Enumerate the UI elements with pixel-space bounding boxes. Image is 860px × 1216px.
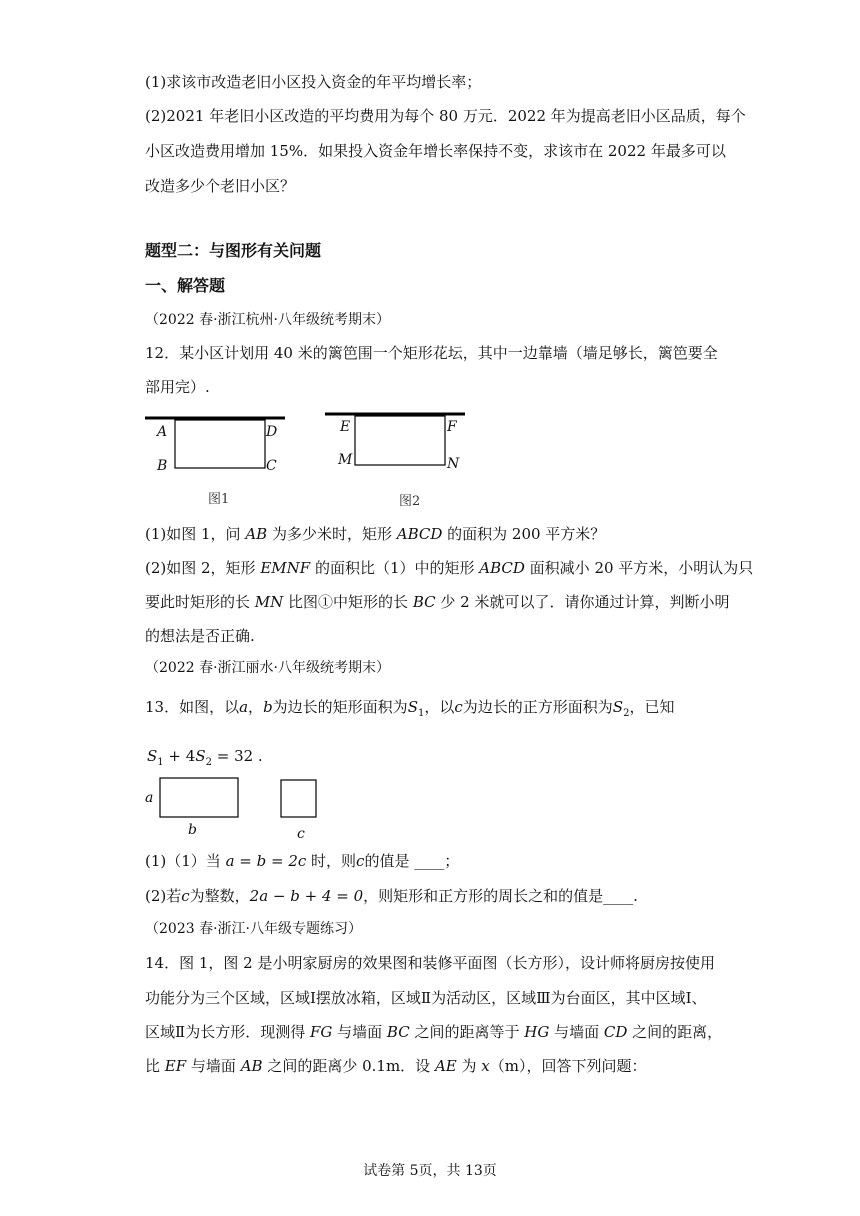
section-subtitle: 一、解答题	[145, 276, 226, 295]
q12-part2-line1: (2)如图 2，矩形 EMNF 的面积比（1）中的矩形 ABCD 面积减小 20 平方米，小明认为只	[145, 559, 754, 577]
page-footer: 试卷第 5页，共 13页	[363, 1163, 497, 1179]
q12-fig2-label-E: E	[340, 419, 351, 435]
section-title: 题型二：与图形有关问题	[145, 241, 322, 260]
q12-part1: (1)如图 1，问 AB 为多少米时，矩形 ABCD 的面积为 200 平方米？	[145, 525, 606, 543]
q12-stem-line1: 12．某小区计划用 40 米的篱笆围一个矩形花坛，其中一边靠墙（墙足够长，篱笆要全	[145, 344, 718, 362]
q13-equation: $S_1 + 4S_2 = 32$ .	[147, 747, 263, 768]
q13-fig-label-a: a	[145, 790, 154, 806]
q14-line1: 14．图 1，图 2 是小明家厨房的效果图和装修平面图（长方形），设计师将厨房按使用	[145, 954, 715, 972]
q13-source: （2022 春·浙江丽水·八年级统考期末）	[145, 660, 390, 676]
q12-fig1-label-D: D	[266, 424, 278, 440]
q13-part1: (1)（1）当 a = b = 2c 时，则c的值是 ____；	[145, 852, 460, 870]
q12-fig1-label-C: C	[266, 458, 277, 474]
q13-part2: (2)若c为整数，2a − b + 4 = 0，则矩形和正方形的周长之和的值是____.	[145, 887, 638, 905]
q14-source: （2023 春·浙江·八年级专题练习）	[145, 921, 362, 937]
q14-line4: 比 EF 与墙面 AB 之间的距离少 0.1m．设 AE 为 x（m），回答下列问题：	[145, 1057, 647, 1075]
q13-fig-label-b: b	[188, 822, 197, 838]
q13-figure	[158, 776, 328, 821]
q12-part2-line2: 要此时矩形的长 MN 比图①中矩形的长 BC 少 2 米就可以了．请你通过计算，判断小明	[145, 593, 730, 611]
q12-fig1-label-B: B	[157, 458, 168, 474]
q12-stem-line2: 部用完）.	[145, 378, 210, 396]
q12-fig1-caption: 图1	[208, 492, 230, 507]
q12-fig2-label-F: F	[447, 419, 457, 435]
q14-line2: 功能分为三个区域，区域Ⅰ摆放冰箱，区域Ⅱ为活动区，区域Ⅲ为台面区，其中区域Ⅰ、	[145, 989, 707, 1007]
q12-fig1-label-A: A	[157, 424, 168, 440]
q12-fig2-label-M: M	[338, 452, 353, 468]
q11-part2-line1: (2)2021 年老旧小区改造的平均费用为每个 80 万元．2022 年为提高老旧小区品质，每个	[145, 107, 746, 125]
q12-fig2-label-N: N	[447, 456, 460, 472]
q11-part2-line3: 改造多少个老旧小区？	[145, 177, 296, 195]
q13-fig-label-c: c	[297, 826, 305, 842]
q13-stem: 13．如图，以a，b为边长的矩形面积为$S_1$，以c为边长的正方形面积为$S_2$，已知	[145, 698, 675, 719]
q12-fig2-caption: 图2	[399, 494, 421, 509]
q14-line3: 区域Ⅱ为长方形．现测得 FG 与墙面 BC 之间的距离等于 HG 与墙面 CD 之间的距离，	[145, 1023, 723, 1041]
q11-part1: (1)求该市改造老旧小区投入资金的年平均增长率；	[145, 73, 482, 91]
q12-part2-line3: 的想法是否正确.	[145, 627, 255, 645]
q11-part2-line2: 小区改造费用增加 15%．如果投入资金年增长率保持不变，求该市在 2022 年最多可以	[145, 142, 726, 160]
q12-source: （2022 春·浙江杭州·八年级统考期末）	[145, 312, 390, 328]
